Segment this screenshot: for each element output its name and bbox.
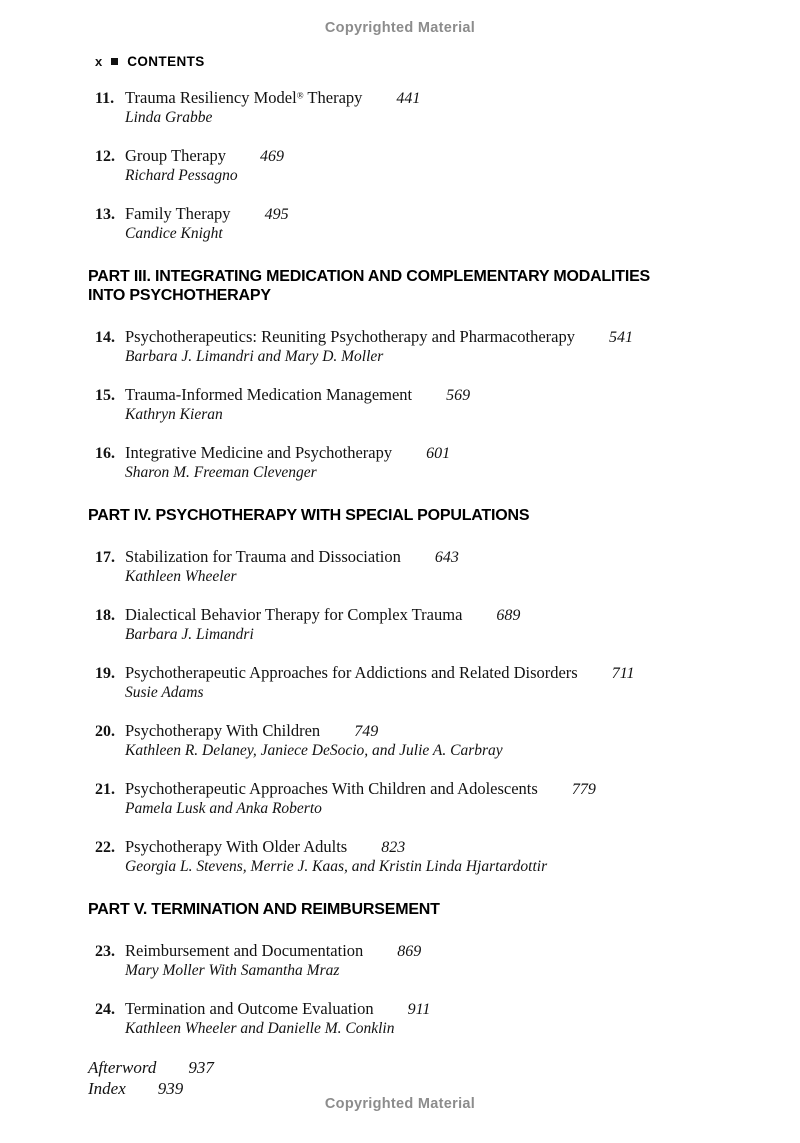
chapter-page-number: 601: [426, 444, 451, 462]
toc: [88, 86, 760, 1100]
chapter-title: Stabilization for Trauma and Dissociation: [125, 546, 401, 566]
chapter-authors: Pamela Lusk and Anka Roberto: [125, 799, 322, 817]
chapter-page-number: 643: [434, 548, 459, 566]
toc-section: [88, 900, 760, 1038]
chapter-number: 16.: [95, 444, 115, 462]
toc-entry: [88, 837, 760, 876]
chapter-number: 13.: [95, 205, 115, 223]
chapter-page-number: 749: [354, 722, 379, 740]
toc-entry: [88, 204, 760, 243]
chapter-title: Psychotherapeutic Approaches With Children and Adolescents: [125, 778, 538, 798]
toc-entry: [88, 721, 760, 760]
section-entries: [88, 327, 760, 482]
section-entries: [88, 547, 760, 876]
chapter-number: 15.: [95, 386, 115, 404]
section-entries: [88, 941, 760, 1038]
chapter-page-number: 469: [259, 147, 284, 165]
chapter-page-number: 711: [611, 664, 635, 682]
running-head: [95, 54, 205, 69]
back-matter-row: [88, 1057, 760, 1079]
chapter-page-number: 869: [397, 942, 422, 960]
section-entries: [88, 86, 760, 243]
toc-section: [88, 506, 760, 876]
chapter-title: Family Therapy: [125, 203, 231, 223]
toc-entry-line: [95, 385, 760, 405]
chapter-title: Reimbursement and Documentation: [125, 940, 364, 960]
chapter-page-number: 441: [396, 89, 421, 107]
part-heading: PART V. TERMINATION AND REIMBURSEMENT: [88, 900, 440, 918]
toc-entry-line: [95, 146, 760, 166]
toc-entry: [88, 327, 760, 366]
toc-entry-line: [95, 327, 760, 347]
toc-entry-line: [95, 605, 760, 625]
toc-entry: [88, 605, 760, 644]
chapter-title: Trauma-Informed Medication Management: [125, 384, 413, 404]
toc-entry-line: [95, 941, 760, 961]
square-bullet-icon: [111, 58, 118, 65]
chapter-page-number: 689: [496, 606, 521, 624]
toc-entry: [88, 547, 760, 586]
chapter-authors: Kathleen R. Delaney, Janiece DeSocio, and Julie A. Carbray: [125, 741, 503, 759]
chapter-number: 11.: [95, 89, 115, 107]
chapter-page-number: 823: [381, 838, 406, 856]
toc-entry: [88, 779, 760, 818]
chapter-authors: Georgia L. Stevens, Merrie J. Kaas, and Kristin Linda Hjartardottir: [125, 857, 548, 875]
chapter-authors: Candice Knight: [125, 224, 223, 242]
toc-entry: [88, 146, 760, 185]
chapter-authors: Kathleen Wheeler: [125, 567, 237, 585]
toc-entry: [88, 663, 760, 702]
chapter-title: Integrative Medicine and Psychotherapy: [125, 442, 393, 462]
chapter-authors: Mary Moller With Samantha Mraz: [125, 961, 340, 979]
running-head-title: CONTENTS: [127, 54, 205, 69]
chapter-page-number: 779: [571, 780, 596, 798]
toc-entry: [88, 999, 760, 1038]
toc-entry-line: [95, 779, 760, 799]
copyright-notice-top: Copyrighted Material: [324, 20, 476, 36]
toc-entry-line: [95, 663, 760, 683]
chapter-number: 20.: [95, 722, 115, 740]
back-matter-page-number: 939: [157, 1079, 184, 1099]
chapter-authors: Susie Adams: [125, 683, 204, 701]
chapter-authors: Linda Grabbe: [125, 108, 213, 126]
toc-entry: [88, 86, 760, 127]
toc-entry-line: [95, 721, 760, 741]
page-folio: x: [95, 54, 103, 69]
chapter-authors: Barbara J. Limandri: [125, 625, 254, 643]
back-matter-title: Index: [88, 1079, 126, 1099]
chapter-title: Group Therapy: [125, 145, 226, 165]
chapter-number: 21.: [95, 780, 115, 798]
chapter-authors: Kathleen Wheeler and Danielle M. Conklin: [125, 1019, 395, 1037]
toc-entry-line: [95, 443, 760, 463]
toc-entry-line: [95, 86, 760, 108]
part-heading: PART IV. PSYCHOTHERAPY WITH SPECIAL POPULATIONS: [88, 506, 530, 524]
chapter-number: 23.: [95, 942, 115, 960]
back-matter-title: Afterword: [88, 1057, 157, 1077]
chapter-number: 19.: [95, 664, 115, 682]
chapter-authors: Barbara J. Limandri and Mary D. Moller: [125, 347, 384, 365]
chapter-authors: Richard Pessagno: [125, 166, 238, 184]
toc-entry: [88, 385, 760, 424]
toc-entry-line: [95, 547, 760, 567]
chapter-title: Dialectical Behavior Therapy for Complex Trauma: [125, 604, 463, 624]
chapter-title: Trauma Resiliency Model® Therapy: [125, 87, 363, 107]
chapter-title: Psychotherapeutic Approaches for Addictions and Related Disorders: [125, 662, 578, 682]
chapter-authors: Kathryn Kieran: [125, 405, 223, 423]
chapter-number: 24.: [95, 1000, 115, 1018]
toc-entry: [88, 443, 760, 482]
chapter-title: Psychotherapy With Children: [125, 720, 321, 740]
chapter-title: Psychotherapeutics: Reuniting Psychotherapy and Pharmacotherapy: [125, 326, 575, 346]
chapter-page-number: 541: [608, 328, 633, 346]
chapter-title: Termination and Outcome Evaluation: [125, 998, 374, 1018]
toc-entry: [88, 941, 760, 980]
chapter-page-number: 569: [446, 386, 471, 404]
back-matter-page-number: 937: [188, 1057, 214, 1077]
back-matter: [88, 1057, 760, 1100]
chapter-number: 12.: [95, 147, 115, 165]
copyright-notice-bottom: Copyrighted Material: [324, 1096, 476, 1112]
chapter-number: 22.: [95, 838, 115, 856]
chapter-number: 17.: [95, 548, 115, 566]
chapter-number: 14.: [95, 328, 115, 346]
chapter-title: Psychotherapy With Older Adults: [125, 836, 348, 856]
toc-section: [88, 267, 760, 482]
toc-entry-line: [95, 837, 760, 857]
toc-section: [88, 86, 760, 243]
part-heading: PART III. INTEGRATING MEDICATION AND COMPLEMENTARY MODALITIES INTO PSYCHOTHERAPY: [88, 267, 651, 304]
chapter-page-number: 911: [407, 1000, 431, 1018]
chapter-authors: Sharon M. Freeman Clevenger: [125, 463, 317, 481]
toc-entry-line: [95, 999, 760, 1019]
toc-entry-line: [95, 204, 760, 224]
chapter-number: 18.: [95, 606, 115, 624]
chapter-page-number: 495: [264, 205, 289, 223]
